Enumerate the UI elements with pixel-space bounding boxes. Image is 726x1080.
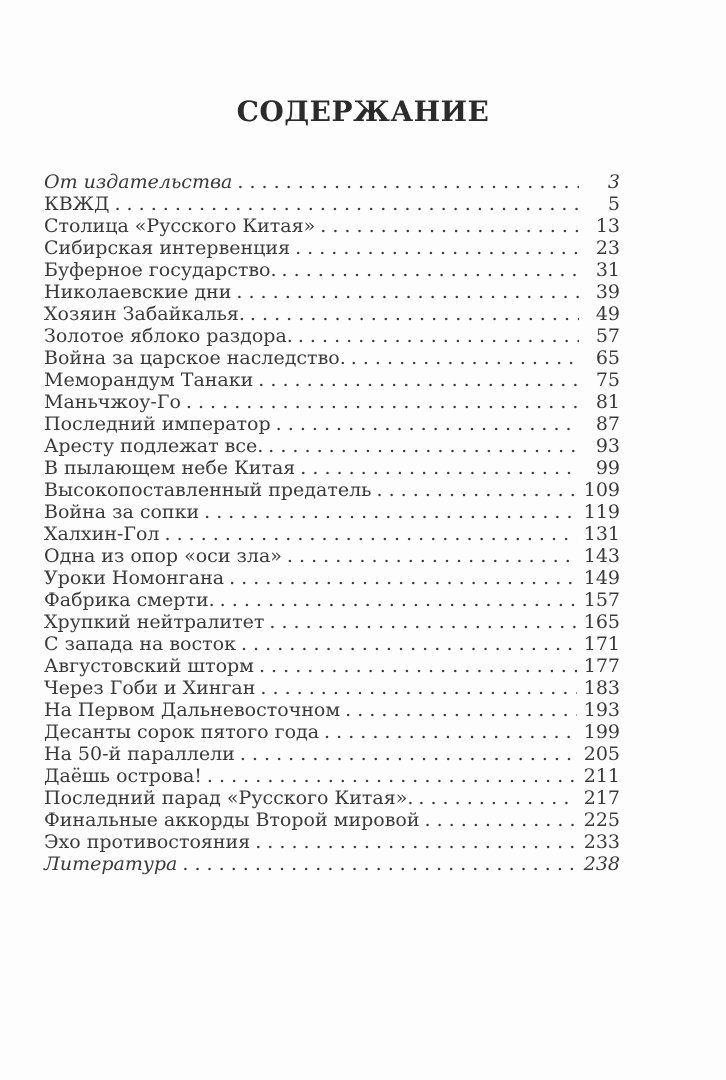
leader-dots [215, 589, 577, 611]
toc-entry-page: 39 [595, 281, 620, 303]
toc-entry [44, 413, 620, 435]
toc-entry-title: Меморандум Танаки [44, 369, 254, 391]
toc-entry-title: Литература [44, 853, 178, 875]
leader-dots [346, 347, 579, 369]
toc-entry-page: 3 [607, 171, 620, 193]
toc-entry-page: 183 [583, 677, 620, 699]
toc-entry-title: Уроки Номонгана [44, 567, 225, 589]
toc-entry-title: От издательства [44, 171, 233, 193]
toc-entry-page: 65 [595, 347, 620, 369]
leader-dots [340, 699, 577, 721]
toc-entry [44, 721, 620, 743]
leader-dots [224, 567, 577, 589]
toc-entry-title: Фабрика смерти. [44, 589, 215, 611]
toc-entry-title: Аресту подлежат все. [44, 435, 264, 457]
leader-dots [232, 171, 579, 193]
leader-dots [293, 325, 579, 347]
leader-dots [282, 545, 577, 567]
toc-entry-page: 171 [583, 633, 620, 655]
toc-entry-page: 165 [583, 611, 620, 633]
toc-entry [44, 391, 620, 413]
leader-dots [319, 721, 577, 743]
toc-entry-title: Сибирская интервенция [44, 237, 291, 259]
toc-entry-title: Хрупкий нейтралитет [44, 611, 265, 633]
toc-entry-title: Халхин-Гол [44, 523, 160, 545]
toc-entry-page: 131 [583, 523, 620, 545]
toc-entry-page: 99 [595, 457, 620, 479]
toc-entry-page: 233 [583, 831, 620, 853]
toc-entry-page: 49 [595, 303, 620, 325]
leader-dots [231, 281, 579, 303]
toc-entry-page: 211 [583, 765, 620, 787]
leader-dots [315, 215, 579, 237]
toc-entry-title: Через Гоби и Хинган [44, 677, 256, 699]
toc-entry [44, 633, 620, 655]
toc-entry-title: Одна из опор «оси зла» [44, 545, 282, 567]
toc-entry-title: Эхо противостояния [44, 831, 251, 853]
toc-entry [44, 259, 620, 281]
toc-entry [44, 435, 620, 457]
toc-entry-page: 13 [595, 215, 620, 237]
leader-dots [290, 237, 579, 259]
toc-entry-page: 177 [583, 655, 620, 677]
toc-entry-page: 143 [583, 545, 620, 567]
leader-dots [372, 479, 577, 501]
toc-entry-page: 23 [595, 237, 620, 259]
toc-entry [44, 677, 620, 699]
toc-entry-page: 93 [595, 435, 620, 457]
leader-dots [277, 259, 579, 281]
toc-entry-page: 119 [583, 501, 620, 523]
toc-entry-title: Финальные аккорды Второй мировой [44, 809, 420, 831]
toc-entry-title: Буферное государство. [44, 259, 277, 281]
toc-entry [44, 809, 620, 831]
toc-entry-page: 109 [583, 479, 620, 501]
toc-entry [44, 171, 620, 193]
toc-entry-title: Десанты сорок пятого года [44, 721, 320, 743]
toc-entry [44, 501, 620, 523]
toc-list [44, 171, 620, 875]
toc-entry-title: Война за сопки [44, 501, 200, 523]
leader-dots [254, 655, 577, 677]
toc-entry-page: 225 [583, 809, 620, 831]
toc-entry [44, 479, 620, 501]
leader-dots [177, 853, 576, 875]
toc-entry-page: 199 [583, 721, 620, 743]
leader-dots [250, 831, 577, 853]
leader-dots [199, 501, 577, 523]
toc-entry [44, 347, 620, 369]
toc-entry-page: 205 [583, 743, 620, 765]
leader-dots [236, 633, 577, 655]
toc-entry-page: 57 [595, 325, 620, 347]
leader-dots [413, 787, 576, 809]
toc-entry-title: На 50-й параллели [44, 743, 235, 765]
toc-entry-title: В пылающем небе Китая [44, 457, 296, 479]
leader-dots [253, 369, 579, 391]
toc-entry-page: 157 [583, 589, 620, 611]
leader-dots [181, 391, 579, 413]
toc-entry-page: 149 [583, 567, 620, 589]
toc-entry [44, 325, 620, 347]
toc-entry [44, 743, 620, 765]
toc-entry [44, 853, 620, 875]
toc-entry-page: 31 [595, 259, 620, 281]
toc-entry-page: 193 [583, 699, 620, 721]
toc-entry-title: Высокопоставленный предатель [44, 479, 372, 501]
toc-entry [44, 523, 620, 545]
leader-dots [109, 193, 579, 215]
toc-entry-title: Последний парад «Русского Китая». [44, 787, 414, 809]
leader-dots [263, 435, 579, 457]
toc-entry-title: КВЖД [44, 193, 110, 215]
leader-dots [245, 303, 579, 325]
leader-dots [159, 523, 576, 545]
toc-entry [44, 831, 620, 853]
toc-entry [44, 303, 620, 325]
leader-dots [295, 457, 579, 479]
leader-dots [235, 743, 577, 765]
toc-entry-title: Золотое яблоко раздора. [44, 325, 293, 347]
toc-entry-page: 217 [583, 787, 620, 809]
toc-entry-title: Хозяин Забайкалья. [44, 303, 245, 325]
leader-dots [264, 611, 576, 633]
toc-entry-title: На Первом Дальневосточном [44, 699, 341, 721]
toc-entry [44, 611, 620, 633]
toc-entry-title: Маньчжоу-Го [44, 391, 181, 413]
toc-entry [44, 765, 620, 787]
toc-entry [44, 787, 620, 809]
toc-entry [44, 457, 620, 479]
leader-dots [255, 677, 576, 699]
toc-entry-title: С запада на восток [44, 633, 236, 655]
toc-entry-title: Столица «Русского Китая» [44, 215, 316, 237]
toc-entry [44, 545, 620, 567]
toc-entry-page: 75 [595, 369, 620, 391]
leader-dots [420, 809, 577, 831]
toc-entry [44, 567, 620, 589]
toc-entry [44, 589, 620, 611]
toc-entry-page: 238 [583, 853, 620, 875]
toc-entry [44, 281, 620, 303]
toc-entry [44, 193, 620, 215]
toc-entry [44, 699, 620, 721]
toc-entry-page: 5 [607, 193, 620, 215]
toc-entry [44, 215, 620, 237]
leader-dots [202, 765, 577, 787]
page-title: СОДЕРЖАНИЕ [236, 95, 490, 128]
toc-entry-title: Даёшь острова! [44, 765, 202, 787]
toc-entry [44, 237, 620, 259]
toc-entry-page: 87 [595, 413, 620, 435]
toc-entry-page: 81 [595, 391, 620, 413]
toc-entry-title: Война за царское наследство. [44, 347, 346, 369]
toc-entry-title: Последний император [44, 413, 271, 435]
toc-entry [44, 369, 620, 391]
leader-dots [271, 413, 579, 435]
toc-entry-title: Августовский шторм [44, 655, 254, 677]
toc-entry [44, 655, 620, 677]
toc-entry-title: Николаевские дни [44, 281, 232, 303]
